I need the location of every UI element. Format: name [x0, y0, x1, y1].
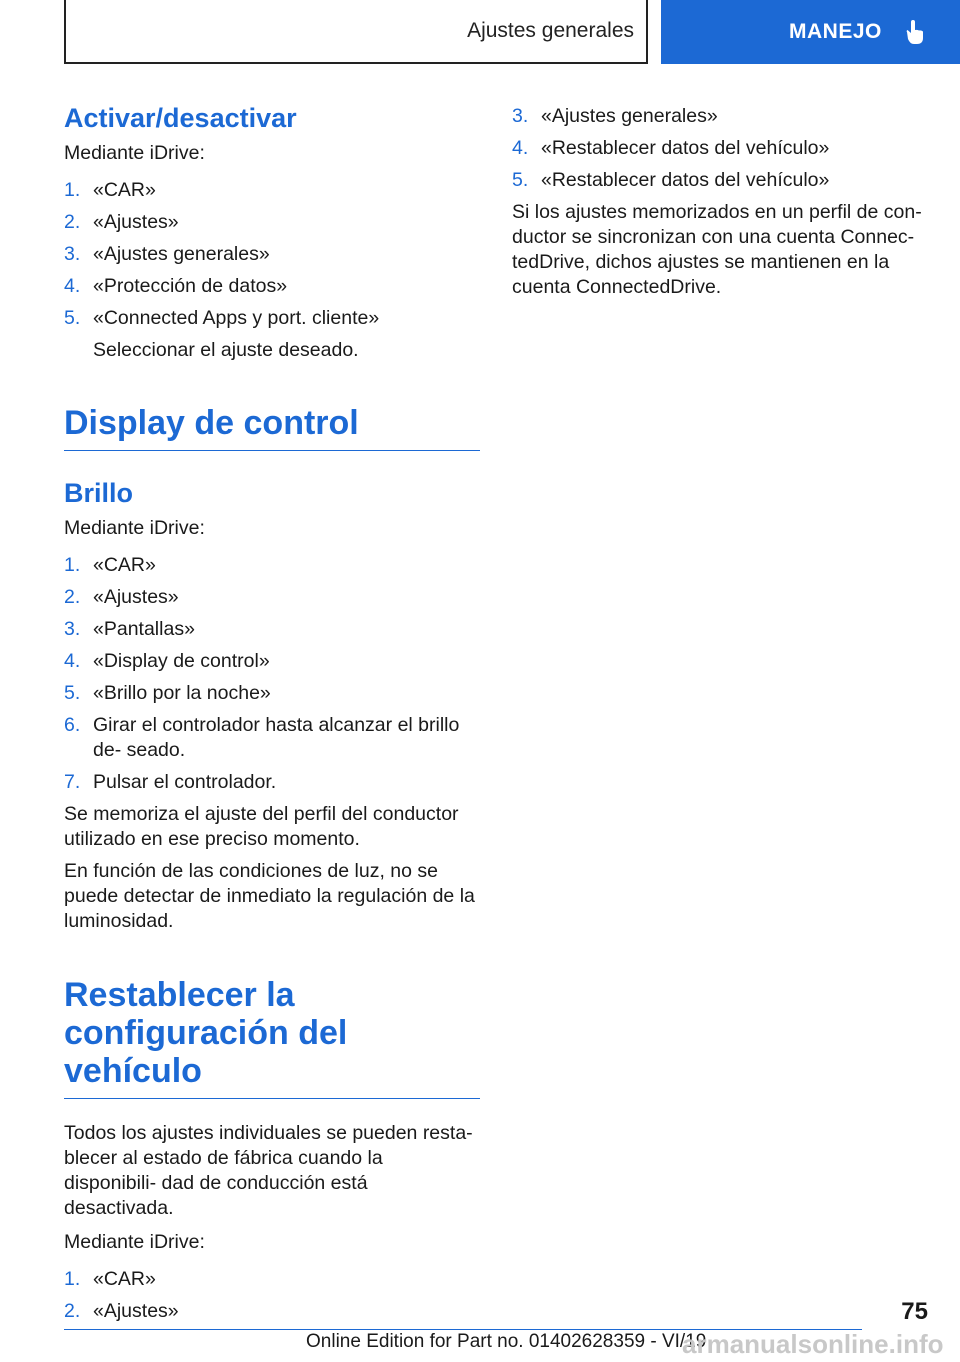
list-item: 5. «Restablecer datos del vehículo» [512, 169, 830, 191]
list-item: 1. «CAR» [64, 1268, 156, 1290]
heading-brillo: Brillo [64, 478, 134, 508]
body-paragraph: Si los ajustes memorizados en un perfil de con‐ ductor se sincronizan con una cuenta Connec‐ tedDrive, dichos ajustes se mantienen en la cuenta ConnectedDrive. [512, 201, 922, 298]
list-item: 5. «Brillo por la noche» [64, 682, 271, 704]
list-item: 2. «Ajustes» [64, 586, 179, 608]
heading-display-de-control: Display de control [64, 404, 480, 451]
hand-pointer-icon [904, 19, 926, 45]
list-item: 1. «CAR» [64, 554, 156, 576]
heading-activar: Activar/desactivar [64, 103, 297, 133]
list-item: 3. «Ajustes generales» [512, 105, 718, 127]
list-item: 4. «Protección de datos» [64, 275, 288, 297]
list-item: 4. «Display de control» [64, 650, 270, 672]
left-column [64, 100, 480, 1331]
list-item: 7. Pulsar el controlador. [64, 771, 277, 793]
list-item: 5. «Connected Apps y port. cliente» [64, 307, 380, 329]
watermark: armanualsonline.info [682, 1329, 944, 1359]
list-item: 2. «Ajustes» [64, 211, 179, 233]
list-item: 1. «CAR» [64, 179, 156, 201]
page-number: 75 [901, 1298, 928, 1325]
chapter-tab [661, 0, 960, 64]
steps-activar [64, 178, 480, 331]
list-item: 3. «Ajustes generales» [64, 243, 270, 265]
list-item: 3. «Pantallas» [64, 618, 195, 640]
body-paragraph: Se memoriza el ajuste del perfil del conductor utilizado en ese preciso momento. [64, 803, 459, 850]
steps-brillo [64, 553, 480, 795]
step-followup: Seleccionar el ajuste deseado. [93, 339, 359, 361]
list-item: 2. «Ajustes» [64, 1300, 179, 1322]
heading-restablecer: Restablecer la configuración del vehículo [64, 976, 480, 1099]
intro-text: Mediante iDrive: [64, 517, 205, 539]
intro-text: Mediante iDrive: [64, 142, 205, 164]
edition-text: Online Edition for Part no. 01402628359 - VI/19 [306, 1331, 707, 1352]
list-item: 4. «Restablecer datos del vehículo» [512, 137, 830, 159]
intro-text: Mediante iDrive: [64, 1231, 205, 1253]
body-paragraph: En función de las condiciones de luz, no se puede detectar de inmediato la regulación de la luminosidad. [64, 860, 475, 932]
list-item: 6. Girar el controlador hasta alcanzar el brillo de‐ seado. [64, 714, 460, 761]
body-paragraph: Todos los ajustes individuales se pueden resta‐ blecer al estado de fábrica cuando la disponibili‐ dad de conducción está desactivada. [64, 1122, 473, 1219]
chapter-label: MANEJO [789, 20, 882, 43]
steps-restablecer [64, 1267, 480, 1324]
running-header-section [64, 0, 648, 64]
section-label: Ajustes generales [467, 19, 634, 42]
steps-restablecer-cont [512, 104, 928, 193]
right-column [512, 104, 928, 300]
